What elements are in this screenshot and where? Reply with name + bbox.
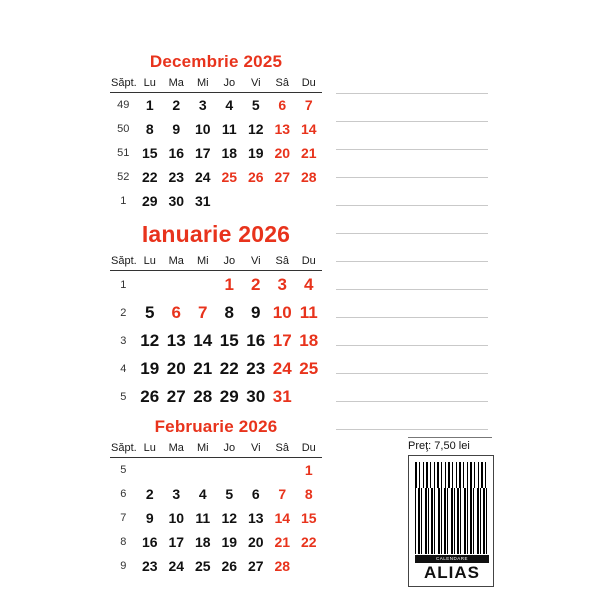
month-title-february: Februarie 2026 xyxy=(154,417,278,436)
notes-panel xyxy=(336,66,488,430)
day-cell: 24 xyxy=(168,558,185,574)
day-cell: 13 xyxy=(274,121,291,137)
table-row xyxy=(110,141,322,165)
day-cell: 8 xyxy=(145,121,154,137)
day-cell: 25 xyxy=(299,359,319,378)
day-cell: 13 xyxy=(247,510,264,526)
day-cell: 9 xyxy=(251,303,261,322)
day-cell: 13 xyxy=(166,331,186,350)
day-cell: 4 xyxy=(198,486,207,502)
header-wed: Mi xyxy=(190,254,217,271)
month-block-february xyxy=(110,415,322,578)
week-number: 4 xyxy=(120,363,127,375)
price-label: Preţ: 7,50 lei xyxy=(408,437,492,452)
day-cell: 22 xyxy=(219,359,239,378)
week-number: 5 xyxy=(120,464,127,476)
day-cell xyxy=(269,458,296,483)
note-line[interactable] xyxy=(336,374,488,402)
day-cell xyxy=(137,458,164,483)
day-cell: 4 xyxy=(304,275,314,294)
week-number: 8 xyxy=(120,536,127,548)
header-thu: Jo xyxy=(216,254,243,271)
day-cell: 30 xyxy=(246,387,266,406)
day-cell xyxy=(190,271,217,300)
day-cell xyxy=(243,189,270,213)
note-line[interactable] xyxy=(336,346,488,374)
day-cell: 1 xyxy=(224,275,234,294)
day-cell: 27 xyxy=(166,387,186,406)
day-cell: 2 xyxy=(145,486,154,502)
day-cell: 26 xyxy=(221,558,238,574)
table-row xyxy=(110,530,322,554)
table-row xyxy=(110,327,322,355)
table-row xyxy=(110,271,322,300)
day-cell: 16 xyxy=(141,534,158,550)
day-cell: 17 xyxy=(272,331,292,350)
month-title-january: Ianuarie 2026 xyxy=(141,221,291,247)
month-table-december xyxy=(110,76,322,213)
day-cell: 19 xyxy=(221,534,238,550)
header-fri: Vi xyxy=(243,254,270,271)
day-cell: 25 xyxy=(194,558,211,574)
week-number: 5 xyxy=(120,391,127,403)
note-line[interactable] xyxy=(336,402,488,430)
day-cell: 17 xyxy=(168,534,185,550)
table-row xyxy=(110,482,322,506)
week-number: 51 xyxy=(117,147,130,159)
day-cell: 28 xyxy=(193,387,213,406)
table-row xyxy=(110,299,322,327)
day-cell: 18 xyxy=(221,145,238,161)
brand-logo xyxy=(415,555,489,582)
month-block-december xyxy=(110,50,322,213)
calendar-column xyxy=(110,50,322,582)
month-title-december: Decembrie 2025 xyxy=(149,52,283,71)
note-line[interactable] xyxy=(336,94,488,122)
day-cell: 29 xyxy=(141,193,158,209)
weekday-header-row xyxy=(110,254,322,271)
table-row xyxy=(110,554,322,578)
day-cell: 26 xyxy=(247,169,264,185)
header-sun: Du xyxy=(296,441,323,458)
day-cell: 11 xyxy=(299,303,318,322)
day-cell: 3 xyxy=(198,97,207,113)
header-fri: Vi xyxy=(243,441,270,458)
month-table-february xyxy=(110,441,322,578)
day-cell: 14 xyxy=(193,331,213,350)
day-cell: 5 xyxy=(145,303,155,322)
month-block-january xyxy=(110,217,322,411)
day-cell: 16 xyxy=(246,331,266,350)
day-cell: 27 xyxy=(274,169,291,185)
day-cell xyxy=(269,189,296,213)
day-cell: 8 xyxy=(224,303,234,322)
day-cell: 30 xyxy=(168,193,185,209)
header-sun: Du xyxy=(296,254,323,271)
day-cell: 20 xyxy=(247,534,264,550)
day-cell: 18 xyxy=(299,331,319,350)
header-tue: Ma xyxy=(163,441,190,458)
day-cell: 22 xyxy=(300,534,317,550)
day-cell: 1 xyxy=(304,462,313,478)
week-number: 52 xyxy=(117,171,130,183)
week-number: 6 xyxy=(120,488,127,500)
header-wed: Mi xyxy=(190,441,217,458)
header-week: Săpt. xyxy=(110,254,137,271)
table-row xyxy=(110,165,322,189)
header-sat: Sâ xyxy=(269,254,296,271)
day-cell: 12 xyxy=(221,510,238,526)
day-cell: 31 xyxy=(194,193,211,209)
day-cell: 25 xyxy=(221,169,238,185)
day-cell: 19 xyxy=(140,359,160,378)
day-cell: 23 xyxy=(246,359,266,378)
day-cell xyxy=(216,189,243,213)
month-table-january xyxy=(110,254,322,411)
day-cell: 5 xyxy=(251,97,260,113)
day-cell: 2 xyxy=(251,275,261,294)
day-cell: 15 xyxy=(300,510,317,526)
weekday-header-row xyxy=(110,76,322,93)
week-number: 9 xyxy=(120,560,127,572)
header-fri: Vi xyxy=(243,76,270,93)
header-thu: Jo xyxy=(216,441,243,458)
note-line[interactable] xyxy=(336,234,488,262)
day-cell: 29 xyxy=(219,387,239,406)
day-cell: 11 xyxy=(221,121,237,137)
day-cell: 2 xyxy=(172,97,181,113)
table-row xyxy=(110,458,322,483)
week-number: 2 xyxy=(120,307,127,319)
day-cell xyxy=(163,271,190,300)
header-sat: Sâ xyxy=(269,441,296,458)
day-cell: 17 xyxy=(194,145,211,161)
week-number: 1 xyxy=(120,195,127,207)
day-cell: 6 xyxy=(251,486,260,502)
day-cell: 18 xyxy=(194,534,211,550)
day-cell: 21 xyxy=(300,145,317,161)
week-number: 3 xyxy=(120,335,127,347)
day-cell: 31 xyxy=(272,387,292,406)
note-line[interactable] xyxy=(336,178,488,206)
header-tue: Ma xyxy=(163,76,190,93)
barcode-top-icon xyxy=(415,462,489,488)
table-row xyxy=(110,117,322,141)
day-cell: 14 xyxy=(274,510,291,526)
day-cell: 12 xyxy=(140,331,160,350)
day-cell xyxy=(296,189,323,213)
day-cell: 20 xyxy=(166,359,186,378)
header-mon: Lu xyxy=(137,254,164,271)
note-line[interactable] xyxy=(336,318,488,346)
day-cell: 9 xyxy=(172,121,181,137)
day-cell: 28 xyxy=(300,169,317,185)
day-cell: 16 xyxy=(168,145,185,161)
week-number: 49 xyxy=(117,99,130,111)
day-cell: 7 xyxy=(198,303,208,322)
day-cell xyxy=(243,458,270,483)
day-cell: 20 xyxy=(274,145,291,161)
day-cell: 15 xyxy=(141,145,158,161)
day-cell: 21 xyxy=(274,534,291,550)
day-cell xyxy=(137,271,164,300)
day-cell: 28 xyxy=(274,558,291,574)
day-cell xyxy=(190,458,217,483)
day-cell: 7 xyxy=(278,486,287,502)
day-cell: 23 xyxy=(168,169,185,185)
day-cell: 21 xyxy=(193,359,213,378)
table-row xyxy=(110,93,322,118)
table-row xyxy=(110,506,322,530)
day-cell: 3 xyxy=(172,486,181,502)
day-cell: 12 xyxy=(247,121,264,137)
weekday-header-row xyxy=(110,441,322,458)
day-cell: 7 xyxy=(304,97,313,113)
table-row xyxy=(110,355,322,383)
day-cell: 5 xyxy=(225,486,234,502)
day-cell: 23 xyxy=(141,558,158,574)
brand-tagline: CALENDARE xyxy=(415,555,489,563)
header-mon: Lu xyxy=(137,441,164,458)
header-week: Săpt. xyxy=(110,76,137,93)
day-cell xyxy=(216,458,243,483)
header-tue: Ma xyxy=(163,254,190,271)
day-cell: 3 xyxy=(277,275,287,294)
day-cell xyxy=(163,458,190,483)
brand-name: ALIAS xyxy=(424,563,480,582)
day-cell: 10 xyxy=(272,303,292,322)
day-cell: 10 xyxy=(194,121,211,137)
day-cell: 26 xyxy=(140,387,160,406)
week-number: 7 xyxy=(120,512,127,524)
header-mon: Lu xyxy=(137,76,164,93)
header-week: Săpt. xyxy=(110,441,137,458)
note-line[interactable] xyxy=(336,150,488,178)
table-row xyxy=(110,383,322,411)
header-sat: Sâ xyxy=(269,76,296,93)
note-line[interactable] xyxy=(336,262,488,290)
day-cell: 4 xyxy=(225,97,234,113)
week-number: 50 xyxy=(117,123,130,135)
day-cell: 24 xyxy=(272,359,292,378)
day-cell: 1 xyxy=(145,97,154,113)
day-cell: 27 xyxy=(247,558,264,574)
day-cell: 22 xyxy=(141,169,158,185)
note-line[interactable] xyxy=(336,66,488,94)
day-cell: 14 xyxy=(300,121,317,137)
note-line[interactable] xyxy=(336,206,488,234)
day-cell xyxy=(296,383,323,411)
day-cell: 9 xyxy=(145,510,154,526)
day-cell: 6 xyxy=(278,97,287,113)
week-number: 1 xyxy=(120,279,127,291)
day-cell: 6 xyxy=(171,303,181,322)
day-cell xyxy=(296,554,323,578)
header-wed: Mi xyxy=(190,76,217,93)
header-sun: Du xyxy=(296,76,323,93)
note-line[interactable] xyxy=(336,122,488,150)
day-cell: 8 xyxy=(304,486,313,502)
day-cell: 11 xyxy=(195,510,211,526)
day-cell: 15 xyxy=(219,331,239,350)
day-cell: 19 xyxy=(247,145,264,161)
note-line[interactable] xyxy=(336,290,488,318)
header-thu: Jo xyxy=(216,76,243,93)
day-cell: 24 xyxy=(194,169,211,185)
table-row xyxy=(110,189,322,213)
barcode-box xyxy=(408,455,494,587)
day-cell: 10 xyxy=(168,510,185,526)
